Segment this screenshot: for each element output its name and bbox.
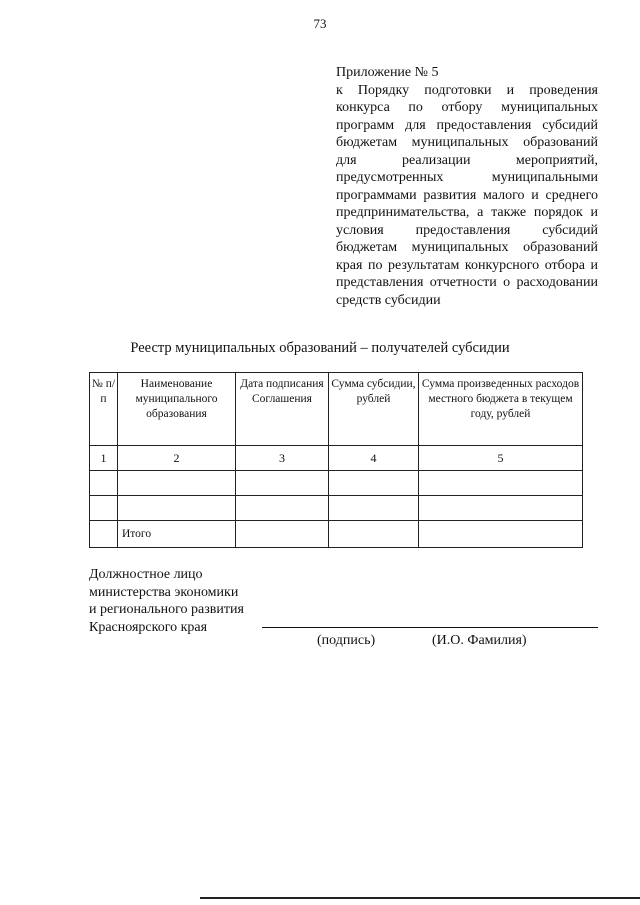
table-cell <box>236 471 329 496</box>
total-label: Итого <box>118 521 236 548</box>
official-line: Должностное лицо <box>89 567 203 582</box>
official-line: Красноярского края <box>89 619 208 635</box>
column-number: 1 <box>90 446 118 471</box>
appendix-text: к Порядку подготовки и проведения конкурса по отбору муниципальных программ для предоставления субсидий бюджетам муниципальных образований для реализации мероприятий, предусмотренных муниципальными программами развития малого и среднего предпринимательства, а также порядок и условия предоставления субсидий бюджетам муниципальных образований края по результатам конкурсного отбора и представления отчетности о расходовании средств субсидии <box>336 82 598 308</box>
column-number: 4 <box>329 446 419 471</box>
table-cell <box>118 496 236 521</box>
table-row <box>90 496 583 521</box>
registry-table <box>89 372 583 548</box>
table-cell <box>329 521 419 548</box>
signature-line <box>262 627 598 628</box>
column-number: 5 <box>419 446 583 471</box>
table-cell <box>90 521 118 548</box>
header-agreement-date: Дата подписания Соглашения <box>236 373 329 446</box>
official-line: министерства экономики <box>89 584 239 600</box>
table-cell <box>419 496 583 521</box>
name-caption: (И.О. Фамилия) <box>432 633 527 648</box>
total-row <box>90 521 583 548</box>
column-number: 2 <box>118 446 236 471</box>
header-local-expenses: Сумма произведенных расходов местного бюджета в текущем году, рублей <box>419 373 583 446</box>
column-number: 3 <box>236 446 329 471</box>
table-row <box>90 471 583 496</box>
table-cell <box>236 496 329 521</box>
signature-caption: (подпись) <box>317 633 376 648</box>
table-cell <box>236 521 329 548</box>
table-cell <box>329 496 419 521</box>
appendix-title: Приложение № 5 <box>336 65 439 80</box>
table-cell <box>329 471 419 496</box>
bottom-rule <box>200 897 640 899</box>
table-cell <box>90 471 118 496</box>
table-cell <box>419 471 583 496</box>
header-municipality: Наименование муниципального образования <box>118 373 236 446</box>
header-number: № п/п <box>90 373 118 446</box>
table-header-row <box>90 373 583 446</box>
column-number-row <box>90 446 583 471</box>
header-subsidy-amount: Сумма субсидии, рублей <box>329 373 419 446</box>
appendix-header <box>336 64 598 309</box>
official-block <box>89 566 244 636</box>
table-cell <box>419 521 583 548</box>
table-cell <box>118 471 236 496</box>
registry-title: Реестр муниципальных образований – получателей субсидии <box>130 340 510 356</box>
page-number: 73 <box>313 16 327 31</box>
official-line: и регионального развития <box>89 602 244 617</box>
table-cell <box>90 496 118 521</box>
